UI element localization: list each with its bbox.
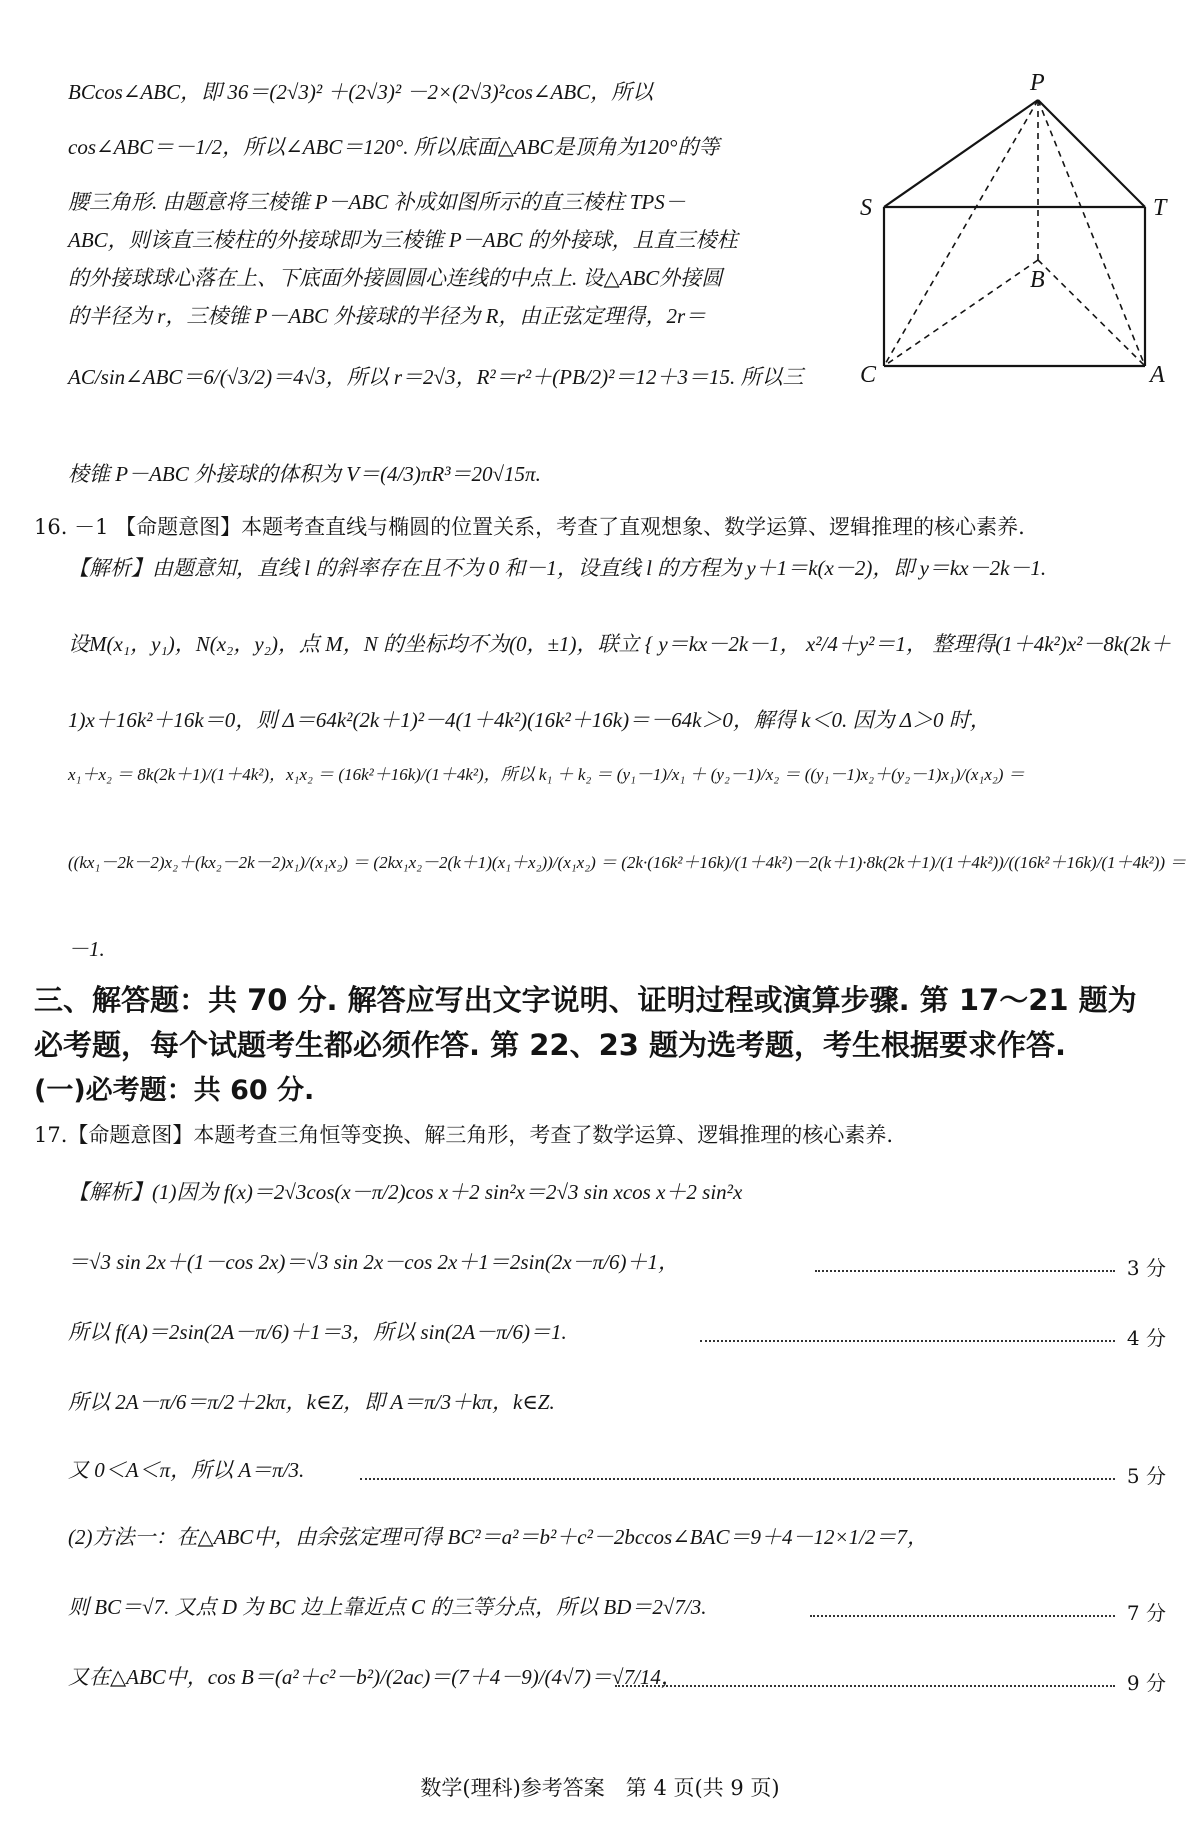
label-T: T — [1153, 195, 1167, 221]
problem-17-step-6: 则 BC＝√7. 又点 D 为 BC 边上靠近点 C 的三等分点，所以 BD＝2√7/3. — [68, 1595, 707, 1619]
score-7: 7 分 — [1126, 1601, 1166, 1625]
score-5: 5 分 — [1126, 1464, 1166, 1488]
problem-17-step-1: 【解析】(1)因为 f(x)＝2√3cos(x－π/2)cos x＋2 sin²x＝2√3 sin xcos x＋2 sin²x — [68, 1180, 743, 1204]
problem-17-step-2: ＝√3 sin 2x＋(1－cos 2x)＝√3 sin 2x－cos 2x＋1＝2sin(2x－π/6)＋1， — [68, 1250, 679, 1274]
problem-16-intent: 16. －1 【命题意图】本题考查直线与椭圆的位置关系，考查了直观想象、数学运算、逻辑推理的核心素养. — [34, 515, 1025, 539]
label-C: C — [860, 362, 877, 388]
label-P: P — [1030, 70, 1045, 96]
prism-hidden-edges — [884, 100, 1145, 366]
label-A: A — [1150, 362, 1165, 388]
leader-dots — [360, 1478, 1115, 1480]
problem-17-part-2: (2)方法一：在△ABC中，由余弦定理可得 BC²＝a²＝b²＋c²－2bccos∠BAC＝9＋4－12×1/2＝7， — [68, 1525, 928, 1549]
score-9: 9 分 — [1126, 1671, 1166, 1695]
section-heading-1: 三、解答题：共 70 分. 解答应写出文字说明、证明过程或演算步骤. 第 17～21 题为 — [34, 983, 1137, 1017]
problem-17-step-3: 所以 f(A)＝2sin(2A－π/6)＋1＝3，所以 sin(2A－π/6)＝1. — [68, 1320, 567, 1344]
text-line-4: ABC，则该直三棱柱的外接球即为三棱锥 P－ABC 的外接球，且直三棱柱 — [68, 228, 738, 252]
problem-17-step-4: 所以 2A－π/6＝π/2＋2kπ，k∈Z，即 A＝π/3＋kπ，k∈Z. — [68, 1390, 555, 1414]
text-line-7: AC/sin∠ABC＝6/(√3/2)＝4√3，所以 r＝2√3，R²＝r²＋(PB/2)²＝12＋3＝15. 所以三 — [68, 365, 804, 389]
leader-dots — [810, 1615, 1115, 1617]
leader-dots — [815, 1270, 1115, 1272]
text-line-2: cos∠ABC＝－1/2，所以∠ABC＝120°. 所以底面△ABC是顶角为120°的等 — [68, 135, 720, 159]
problem-16-analysis: 【解析】由题意知，直线 l 的斜率存在且不为 0 和－1，设直线 l 的方程为 y＋1＝k(x－2)，即 y＝kx－2k－1. — [68, 556, 1047, 580]
score-4: 4 分 — [1126, 1326, 1166, 1350]
text-line-6: 的半径为 r，三棱锥 P－ABC 外接球的半径为 R，由正弦定理得，2r＝ — [68, 304, 707, 328]
problem-16-result: －1. — [68, 937, 105, 961]
problem-17-intent: 17.【命题意图】本题考查三角恒等变换、解三角形，考查了数学运算、逻辑推理的核心素养. — [34, 1123, 894, 1147]
leader-dots — [700, 1340, 1115, 1342]
text-line-5: 的外接球球心落在上、下底面外接圆圆心连线的中点上. 设△ABC外接圆 — [68, 266, 723, 290]
score-3: 3 分 — [1126, 1256, 1166, 1280]
problem-17-step-7: 又在△ABC中，cos B＝(a²＋c²－b²)/(2ac)＝(7＋4－9)/(4√7)＝√7/14， — [68, 1665, 682, 1689]
problem-17-step-5: 又 0＜A＜π，所以 A＝π/3. — [68, 1458, 305, 1482]
section-heading-2: 必考题，每个试题考生都必须作答. 第 22、23 题为选考题，考生根据要求作答. — [34, 1028, 1067, 1062]
page-footer: 数学(理科)参考答案 第 4 页(共 9 页) — [420, 1776, 780, 1800]
label-S: S — [860, 195, 872, 221]
label-B: B — [1030, 267, 1045, 293]
section-subheading: (一)必考题：共 60 分. — [34, 1075, 315, 1106]
problem-16-system: 设M(x₁，y₁)，N(x₂，y₂)，点 M，N 的坐标均不为(0，±1)，联立 { y＝kx－2k－1， x²/4＋y²＝1， 整理得(1＋4k²)x²－8k(2k＋ — [68, 632, 1172, 656]
text-line-3: 腰三角形. 由题意将三棱锥 P－ABC 补成如图所示的直三棱柱 TPS－ — [68, 190, 686, 214]
problem-16-delta: 1)x＋16k²＋16k＝0，则 Δ＝64k²(2k＋1)²－4(1＋4k²)(16k²＋16k)＝－64k＞0，解得 k＜0. 因为 Δ＞0 时， — [68, 708, 991, 732]
geometry-figure — [848, 60, 1188, 390]
leader-dots — [615, 1685, 1115, 1687]
problem-16-simplify: ((kx₁－2k－2)x₂＋(kx₂－2k－2)x₁)/(x₁x₂) ＝ (2kx₁x₂－2(k＋1)(x₁＋x₂))/(x₁x₂) ＝ (2k·(16k²＋16k)/(1＋4k²)－2(k＋1)·8k(2k＋1)/(1＋4k²))/((16k²＋16k)/(1＋4k²)) ＝ — [68, 853, 1187, 872]
text-line-1: BCcos∠ABC，即 36＝(2√3)² ＋(2√3)² －2×(2√3)²cos∠ABC，所以 — [68, 80, 654, 104]
text-line-8: 棱锥 P－ABC 外接球的体积为 V＝(4/3)πR³＝20√15π. — [68, 462, 541, 486]
problem-16-sum: x₁＋x₂ ＝ 8k(2k＋1)/(1＋4k²)，x₁x₂ ＝ (16k²＋16k)/(1＋4k²)，所以 k₁ ＋ k₂ ＝ (y₁－1)/x₁ ＋ (y₂－1)/x₂ ＝ ((y₁－1)x₂＋(y₂－1)x₁)/(x₁x₂) ＝ — [68, 765, 1025, 784]
